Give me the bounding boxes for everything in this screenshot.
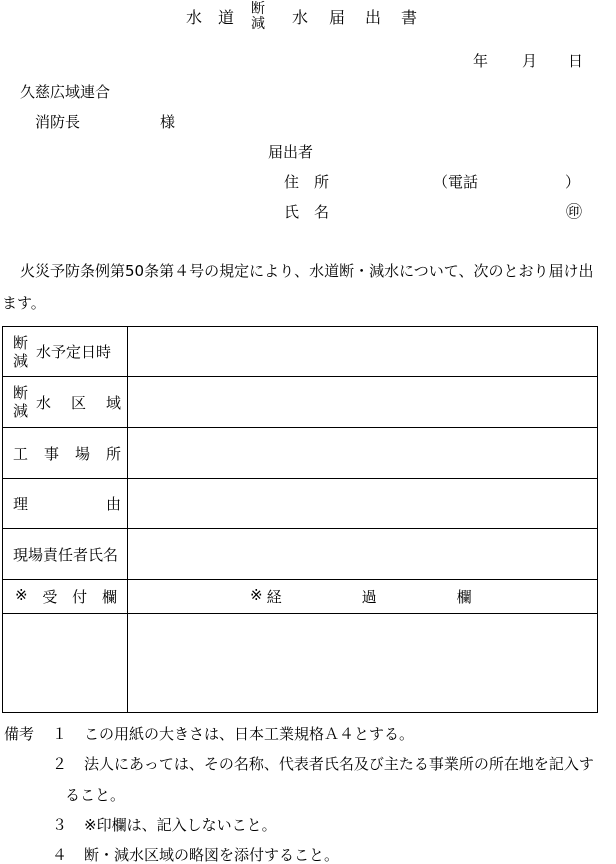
value-schedule[interactable] [128, 327, 598, 377]
header-progress-c2: 経 [266, 588, 282, 606]
phone-close: ） [565, 173, 581, 191]
date-day: 日 [568, 52, 584, 70]
value-site[interactable] [128, 428, 598, 479]
label-area-c2: 区 [71, 393, 87, 412]
row-official-blank [3, 614, 598, 713]
note-2-text-b: ること。 [65, 786, 126, 804]
header-progress-c3: 過 [361, 588, 377, 606]
address-label-2: 所 [314, 173, 330, 191]
note-1-text: この用紙の大きさは、日本工業規格Ａ４とする。 [84, 725, 415, 743]
note-4-text: 断・減水区域の略図を添付すること。 [84, 846, 340, 864]
header-progress [128, 580, 598, 614]
name-label-2: 名 [314, 203, 330, 221]
note-2-number: ２ [52, 755, 68, 773]
note-1-number: １ [52, 725, 68, 743]
title-char-reduce: 減 [251, 16, 265, 32]
header-reception-c3: 付 [72, 588, 88, 606]
label-area [3, 377, 128, 428]
phone-label: （電話 [433, 173, 479, 191]
label-site-c2: 事 [43, 444, 59, 463]
label-reason [3, 479, 128, 529]
header-reception-c1: ※ [15, 586, 28, 604]
label-site-c3: 場 [74, 444, 90, 463]
title-char-sho: 書 [401, 8, 418, 27]
label-area-reduce: 減 [13, 402, 29, 420]
note-2-text-a: 法人にあっては、その名称、代表者氏名及び主たる事業所の所在地を記入す [84, 755, 594, 773]
header-reception-c2: 受 [42, 588, 58, 606]
note-3-text: ※印欄は、記入しないこと。 [84, 816, 277, 834]
value-reason[interactable] [128, 479, 598, 529]
label-schedule-rest: 水予定日時 [36, 343, 112, 361]
label-reason-c1: 理 [13, 495, 29, 513]
address-label-1: 住 [284, 173, 300, 191]
addressee-sama: 様 [160, 113, 176, 131]
row-site [3, 428, 598, 479]
title-char-water: 水 [186, 8, 203, 27]
title-stack-cut-reduce [251, 2, 265, 32]
label-area-c3: 域 [105, 393, 121, 412]
value-area[interactable] [128, 377, 598, 428]
label-reason-c2: 由 [105, 495, 121, 513]
row-supervisor [3, 529, 598, 580]
label-site [3, 428, 128, 479]
header-progress-c4: 欄 [456, 588, 472, 606]
label-area-c1: 水 [36, 393, 52, 412]
value-supervisor[interactable] [128, 529, 598, 580]
notes-heading: 備考 [4, 725, 35, 743]
date-year: 年 [473, 52, 489, 70]
label-supervisor [3, 529, 128, 580]
date-month: 月 [522, 52, 538, 70]
title-char-cut: 断 [251, 1, 265, 17]
row-area [3, 377, 598, 428]
progress-blank[interactable] [128, 614, 598, 713]
label-schedule-cut: 断 [13, 333, 29, 352]
title-char-road: 道 [218, 8, 235, 27]
row-schedule [3, 327, 598, 377]
title-char-todoke: 届 [329, 8, 346, 27]
label-site-c1: 工 [13, 444, 29, 463]
body-text-line2: ます。 [2, 294, 46, 312]
label-schedule-reduce: 減 [13, 351, 29, 370]
note-4-number: ４ [52, 846, 68, 864]
row-reason [3, 479, 598, 529]
header-reception-c4: 欄 [101, 588, 117, 606]
addressee-org: 久慈広域連合 [20, 83, 111, 101]
name-label-1: 氏 [284, 203, 300, 221]
header-progress-c1: ※ [250, 586, 263, 604]
title-char-de: 出 [365, 8, 382, 27]
note-3-number: ３ [52, 816, 68, 834]
label-schedule [3, 327, 128, 377]
label-supervisor-text: 現場責任者氏名 [13, 545, 119, 564]
notification-form-table [2, 326, 598, 713]
title-char-water2: 水 [292, 8, 309, 27]
submitter-label: 届出者 [268, 143, 314, 161]
reception-blank[interactable] [3, 614, 128, 713]
addressee-chief: 消防長 [35, 113, 81, 131]
label-area-cut: 断 [13, 384, 29, 402]
body-text-line1: 火災予防条例第50条第４号の規定により、水道断・減水について、次のとおり届け出 [20, 262, 594, 280]
seal-mark: ㊞ [566, 202, 583, 221]
header-reception [3, 580, 128, 614]
label-site-c4: 所 [105, 444, 121, 463]
row-official-header [3, 580, 598, 614]
